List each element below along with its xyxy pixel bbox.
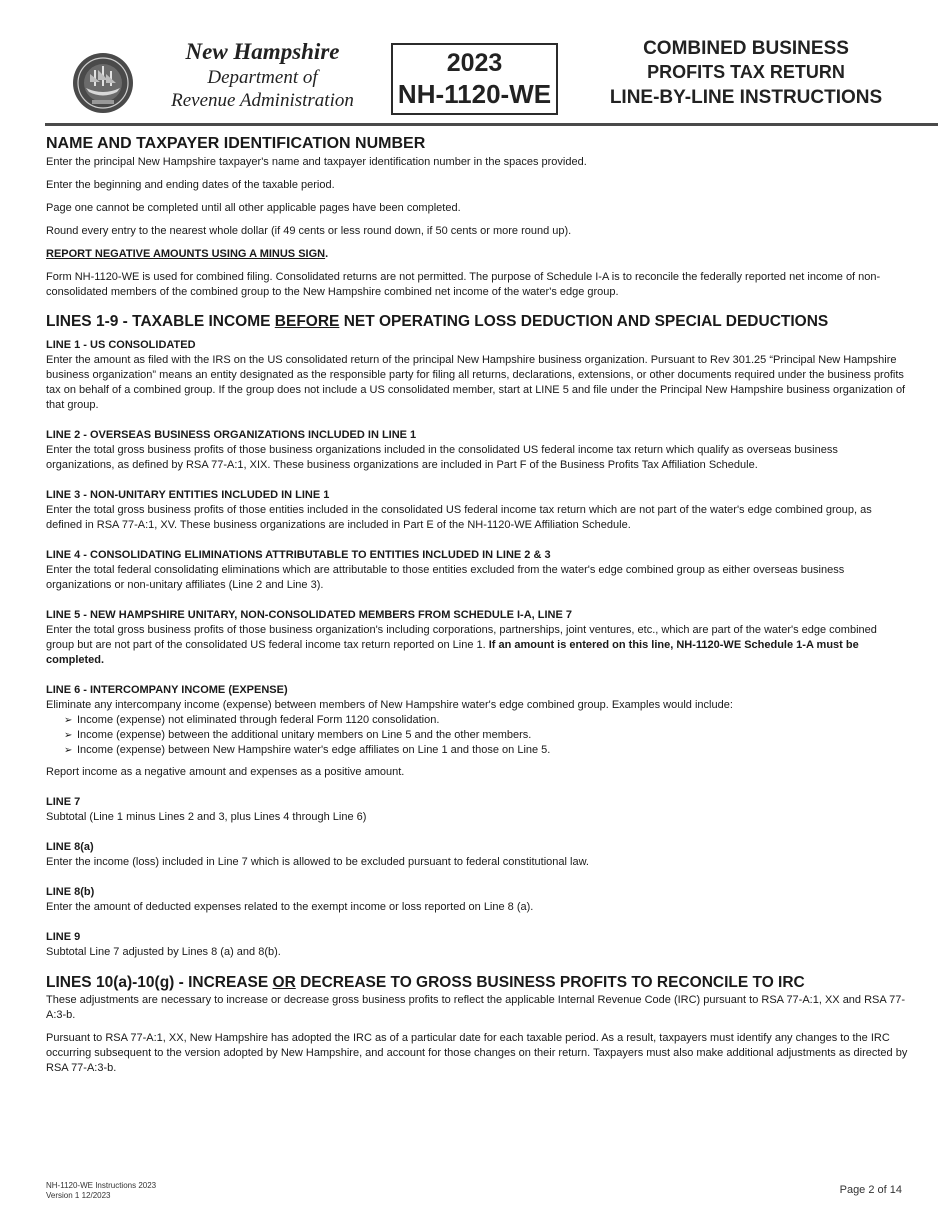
list-item: ➢ Income (expense) not eliminated through federal Form 1120 consolidation. [64,714,440,726]
line8b-title: LINE 8(b) [46,886,95,898]
page-content [46,134,908,1076]
line8a-title: LINE 8(a) [46,841,94,853]
sec1-paragraph-3: Page one cannot be completed until all other applicable pages have been completed. [46,202,461,214]
sec1-paragraph-1: Enter the principal New Hampshire taxpayer's name and taxpayer identification number in the spaces provided. [46,156,587,168]
line9-text: Subtotal Line 7 adjusted by Lines 8 (a) and 8(b). [46,946,281,958]
line4-text: Enter the total federal consolidating eliminations which are attributable to those entities excluded from the water's edge combined group as either overseas business organizations or non-unitary affiliates (Line 2 and Line 3). [46,564,845,591]
list-item: ➢ Income (expense) between the additional unitary members on Line 5 and the other members. [64,729,532,741]
footer-version: Version 1 12/2023 [46,1191,111,1200]
title-line2: PROFITS TAX RETURN [647,62,845,82]
agency-state: New Hampshire [185,39,340,64]
line2-title: LINE 2 - OVERSEAS BUSINESS ORGANIZATIONS INCLUDED IN LINE 1 [46,429,417,441]
sec1-negative-amounts-note: REPORT NEGATIVE AMOUNTS USING A MINUS SIGN. [46,248,329,260]
section-heading-lines-1-9: LINES 1-9 - TAXABLE INCOME BEFORE NET OPERATING LOSS DEDUCTION AND SPECIAL DEDUCTIONS [46,313,829,330]
line6-examples-list [46,713,908,758]
line1-title: LINE 1 - US CONSOLIDATED [46,339,196,351]
state-seal-icon [72,52,134,114]
line5-text: Enter the total gross business profits of those business organization's including corporations, partnerships, joint ventures, etc., which are part of the water's edge combined group but are not part of the consolidated US federal income tax return reported on Line 1. If an amount is entered on this line, NH-1120-WE Schedule 1-A must be completed. [46,624,877,666]
page-header [0,0,950,128]
line3-title: LINE 3 - NON-UNITARY ENTITIES INCLUDED IN LINE 1 [46,489,330,501]
line5-schedule-requirement: If an amount is entered on this line, NH-1120-WE Schedule 1-A must be completed. [46,639,859,666]
line8a-text: Enter the income (loss) included in Line 7 which is allowed to be excluded pursuant to federal constitutional law. [46,856,589,868]
line6-note: Report income as a negative amount and expenses as a positive amount. [46,766,405,778]
header-divider [45,123,938,126]
document-title [590,38,902,112]
footer-doc-name: NH-1120-WE Instructions 2023 [46,1181,157,1190]
line1-text: Enter the amount as filed with the IRS on the US consolidated return of the principal New Hampshire business organization. Pursuant to Rev 301.25 “Principal New Hampshire business organization” means an entity designated as the responsible party for filing all returns, declarations, extensions, or other documents required under the business profits tax on behalf of a combined group. If the group does not include a US consolidated member, start at LINE 5 and file under the Principal New Hampshire business organization of that group. [46,354,906,411]
line5-title: LINE 5 - NEW HAMPSHIRE UNITARY, NON-CONSOLIDATED MEMBERS FROM SCHEDULE I-A, LINE 7 [46,609,572,621]
form-id-box [391,43,558,115]
sec1-paragraph-6: Form NH-1120-WE is used for combined filing. Consolidated returns are not permitted. The purpose of Schedule I-A is to reconcile the federally reported net income of non-consolidated members of the combined group to the New Hampshire combined net income of the water's edge group. [46,271,881,298]
arrow-bullet-icon: ➢ [64,715,73,726]
footer-doc-info [46,1181,156,1201]
line7-title: LINE 7 [46,796,81,808]
form-id: NH-1120-WE [397,79,552,109]
arrow-bullet-icon: ➢ [64,745,73,756]
title-line1: COMBINED BUSINESS [643,38,849,59]
agency-dept-line2: Revenue Administration [171,90,354,111]
line6-text: Eliminate any intercompany income (expense) between members of New Hampshire water's edge combined group. Examples would include: [46,699,733,711]
sec3-paragraph-2: Pursuant to RSA 77-A:1, XX, New Hampshire has adopted the IRC as of a particular date for each taxable period. As a result, taxpayers must identify any changes to the IRC occurring subsequent to the version adopted by New Hampshire, and account for those changes on their return. Taxpayers must also make additional adjustments as directed by RSA 77-A:3-b. [46,1032,908,1074]
form-year: 2023 [446,49,503,77]
agency-block [145,38,380,112]
sec1-paragraph-2: Enter the beginning and ending dates of the taxable period. [46,179,335,191]
title-line3: LINE-BY-LINE INSTRUCTIONS [609,87,883,108]
section-heading-lines-10: LINES 10(a)-10(g) - INCREASE OR DECREASE TO GROSS BUSINESS PROFITS TO RECONCILE TO IRC [46,974,805,991]
sec3-paragraph-1: These adjustments are necessary to increase or decrease gross business profits to reflect the applicable Internal Revenue Code (IRC) pursuant to RSA 77-A:1, XX and RSA 77-A:3-b. [46,994,906,1021]
line3-text: Enter the total gross business profits of those entities included in the consolidated US federal income tax return which are not part of the water's edge combined group, as defined in RSA 77-A:1, XV. These business organizations are included in Part E of the NH-1120-WE Affiliation Schedule. [46,504,872,531]
agency-dept-line1: Department of [207,67,318,88]
sec1-paragraph-4: Round every entry to the nearest whole dollar (if 49 cents or less round down, if 50 cents or more round up). [46,225,572,237]
negative-amounts-text: REPORT NEGATIVE AMOUNTS USING A MINUS SIGN [46,248,326,260]
page-number: Page 2 of 14 [839,1184,902,1196]
section-heading-name-tin: NAME AND TAXPAYER IDENTIFICATION NUMBER [46,135,426,152]
line7-text: Subtotal (Line 1 minus Lines 2 and 3, plus Lines 4 through Line 6) [46,811,367,823]
line4-title: LINE 4 - CONSOLIDATING ELIMINATIONS ATTRIBUTABLE TO ENTITIES INCLUDED IN LINE 2 & 3 [46,549,551,561]
line9-title: LINE 9 [46,931,81,943]
line8b-text: Enter the amount of deducted expenses related to the exempt income or loss reported on Line 8 (a). [46,901,534,913]
arrow-bullet-icon: ➢ [64,730,73,741]
list-item: ➢ Income (expense) between New Hampshire water's edge affiliates on Line 1 and those on Line 5. [64,744,551,756]
line2-text: Enter the total gross business profits of those business organizations included in the consolidated US federal income tax return which qualify as overseas business organizations, as defined by RSA 77-A:1, XIX. These business organizations are included in Part F of the Business Profits Tax Affiliation Schedule. [46,444,838,471]
line6-title: LINE 6 - INTERCOMPANY INCOME (EXPENSE) [46,684,288,696]
